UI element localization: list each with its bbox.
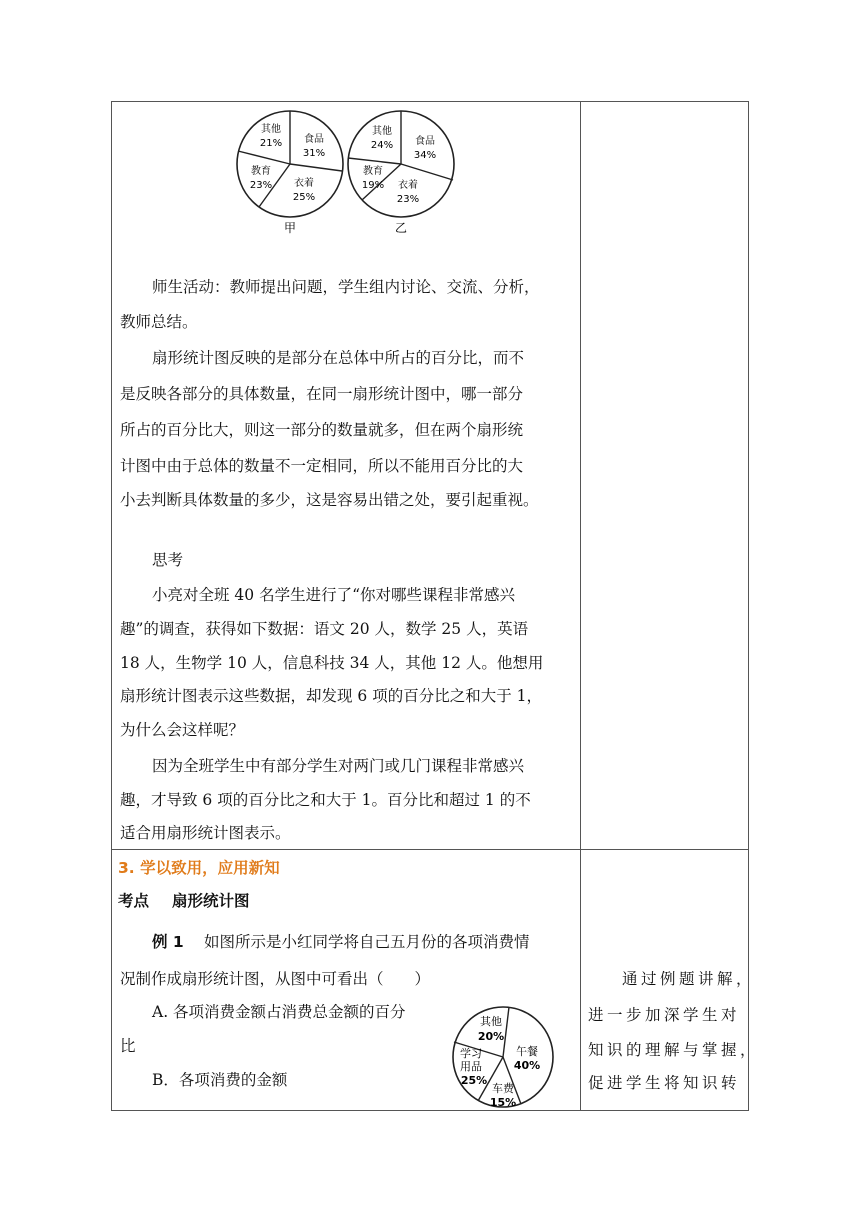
yi-slice-name-food: 食品 <box>415 136 435 147</box>
pie-chart-example <box>451 1005 555 1109</box>
yi-slice-pct-clothing: 23% <box>396 194 420 205</box>
example-slice-pct-lunch: 40% <box>513 1059 541 1072</box>
answer-line-2: 趣，才导致 6 项的百分比之和大于 1。百分比和超过 1 的不 <box>120 791 531 809</box>
point-text: 扇形统计图 <box>172 892 250 910</box>
example-slice-pct-supplies: 25% <box>460 1074 488 1087</box>
yi-slice-pct-education: 19% <box>361 180 385 191</box>
example-slice-name-supplies-2: 用品 <box>460 1060 482 1073</box>
jia-slice-pct-food: 31% <box>302 148 326 159</box>
example-label: 例 1 <box>152 933 184 951</box>
jia-slice-name-other: 其他 <box>261 124 281 135</box>
lesson-table <box>111 101 749 1111</box>
yi-slice-pct-food: 34% <box>413 150 437 161</box>
option-a-line-2: 比 <box>120 1037 136 1055</box>
para2-line-3: 所占的百分比大，则这一部分的数量就多，但在两个扇形统 <box>120 421 524 439</box>
answer-line-1: 因为全班学生中有部分学生对两门或几门课程非常感兴 <box>152 757 525 775</box>
yi-slice-name-education: 教育 <box>363 166 383 177</box>
para2-line-4: 计图中由于总体的数量不一定相同，所以不能用百分比的大 <box>120 457 524 475</box>
section-title: 3. 学以致用，应用新知 <box>118 859 280 877</box>
example-slice-name-other: 其他 <box>480 1015 502 1028</box>
pie-chart-jia <box>234 108 346 236</box>
para2-line-5: 小去判断具体数量的多少，这是容易出错之处，要引起重视。 <box>120 491 539 509</box>
yi-chart-label: 乙 <box>394 221 408 235</box>
example-slice-pct-fare: 15% <box>489 1096 517 1109</box>
jia-slice-name-education: 教育 <box>251 166 271 177</box>
think-line-2: 趣”的调查，获得如下数据：语文 20 人，数学 25 人，英语 <box>120 620 529 638</box>
side-note-line-3: 知识的理解与掌握， <box>588 1041 760 1059</box>
pie-chart-yi <box>345 108 457 236</box>
example-slice-name-lunch: 午餐 <box>516 1045 538 1058</box>
example-slice-name-supplies-1: 学习 <box>460 1047 482 1060</box>
side-note-line-2: 进一步加深学生对 <box>588 1006 741 1024</box>
column-divider <box>580 101 581 1111</box>
yi-slice-pct-other: 24% <box>370 140 394 151</box>
example-line-2: 况制作成扇形统计图，从图中可看出（ ） <box>120 970 431 988</box>
example-line-1: 如图所示是小红同学将自己五月份的各项消费情 <box>204 933 530 951</box>
example-slice-name-fare: 车费 <box>492 1082 514 1095</box>
jia-slice-name-clothing: 衣着 <box>294 178 314 189</box>
yi-slice-name-other: 其他 <box>372 126 392 137</box>
side-note-line-4: 促进学生将知识转 <box>588 1074 741 1092</box>
point-label: 考点 <box>118 892 150 910</box>
option-a-line-1: A. 各项消费金额占消费总金额的百分 <box>152 1003 406 1021</box>
think-line-3: 18 人，生物学 10 人，信息科技 34 人，其他 12 人。他想用 <box>120 654 544 672</box>
answer-line-3: 适合用扇形统计图表示。 <box>120 824 291 842</box>
side-note-line-1: 通过例题讲解， <box>622 970 756 988</box>
yi-slice-name-clothing: 衣着 <box>398 180 418 191</box>
para2-line-2: 是反映各部分的具体数量，在同一扇形统计图中，哪一部分 <box>120 385 524 403</box>
think-line-4: 扇形统计图表示这些数据，却发现 6 项的百分比之和大于 1， <box>120 687 543 705</box>
jia-slice-name-food: 食品 <box>304 134 324 145</box>
row-divider <box>111 849 749 850</box>
activity-line-1: 师生活动：教师提出问题，学生组内讨论、交流、分析， <box>152 278 540 296</box>
think-line-1: 小亮对全班 40 名学生进行了“你对哪些课程非常感兴 <box>152 586 516 604</box>
think-line-5: 为什么会这样呢？ <box>120 721 245 739</box>
jia-slice-pct-clothing: 25% <box>292 192 316 203</box>
jia-chart-label: 甲 <box>283 221 297 235</box>
example-slice-pct-other: 20% <box>477 1030 505 1043</box>
activity-line-2: 教师总结。 <box>120 313 198 331</box>
think-title: 思考 <box>152 551 184 569</box>
option-b: B．各项消费的金额 <box>152 1071 288 1089</box>
para2-line-1: 扇形统计图反映的是部分在总体中所占的百分比，而不 <box>152 349 525 367</box>
jia-slice-pct-education: 23% <box>249 180 273 191</box>
jia-slice-pct-other: 21% <box>259 138 283 149</box>
